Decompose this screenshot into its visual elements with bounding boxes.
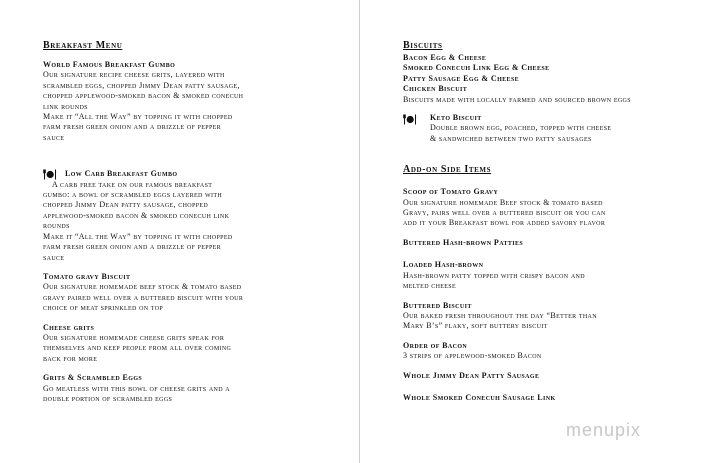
plate-cutlery-icon [43, 169, 57, 180]
biscuit-item: Chicken Biscuit [403, 84, 468, 94]
addon-item [403, 187, 703, 229]
item-name: Scoop of Tomato Gravy [403, 187, 499, 197]
item-description: Our signature homemade beef stock & tomato based gravy paired well over a buttered biscuit with your choice of meat sprinkled on top [43, 282, 244, 313]
biscuit-item: Patty Sausage Egg & Cheese [403, 73, 520, 83]
item-description: Our baked fresh throughout the day “Better than Mary B’s” flaky, soft buttery biscuit [403, 310, 597, 331]
item-description: Go meatless with this bowl of cheese grits and a double portion of scrambled eggs [43, 383, 230, 403]
addon-item [403, 238, 703, 248]
breakfast-menu-column [43, 40, 343, 413]
menu-item [43, 272, 343, 314]
breakfast-menu-title: Breakfast Menu [43, 40, 123, 51]
item-description: Double brown egg, poached, topped with cheese & sandwiched between two patty sausages [430, 123, 612, 143]
biscuits-note: Biscuits made with locally farmed and sourced brown eggs [403, 94, 631, 104]
plate-cutlery-icon [403, 114, 417, 125]
addon-item [403, 341, 703, 362]
item-name: Tomato gravy Biscuit [43, 271, 131, 281]
item-name: Cheese grits [43, 322, 95, 332]
menu-item [43, 373, 343, 404]
item-name: Whole Jimmy Dean Patty Sausage [403, 370, 540, 380]
item-name: Loaded Hash-brown [403, 260, 484, 270]
item-name: Keto Biscuit [430, 113, 482, 123]
page-divider [359, 0, 360, 463]
addon-title: Add-on Side Items [403, 164, 492, 176]
addon-item [403, 260, 703, 291]
item-description: Hash-brown patty topped with crispy bacon and melted cheese [403, 270, 585, 291]
menu-item [43, 169, 343, 263]
item-description: A carb free take on our famous breakfast gumbo: a bowl of scrambled eggs layered with chopped Jimmy Dean patty sausage, chopped applewood-smoked bacon & smoked conecuh link rounds Make it “All the Way” by topping it with chopped farm fresh green onion and a drizzle of pepper sauce [43, 179, 233, 262]
addon-item [403, 301, 703, 332]
menupix-watermark: menupix [566, 420, 642, 440]
item-name: Order of Bacon [403, 340, 468, 350]
item-name: Whole Smoked Conecuh Sausage Link [403, 392, 556, 402]
biscuits-addons-column [403, 40, 703, 412]
keto-biscuit-item [403, 113, 703, 144]
menu-item [43, 60, 343, 143]
item-description: Our signature homemade cheese grits speak for themselves and keep people from all over coming back for more [43, 332, 232, 363]
addon-item [403, 393, 703, 403]
item-description: Our signature homemade Beef stock & tomato based Gravy, pairs well over a buttered biscuit or you can add it your Breakfast bowl for added savory flavor [403, 197, 606, 228]
addon-item [403, 371, 703, 381]
biscuits-title: Biscuits [403, 40, 443, 51]
item-description: 3 strips of applewood-smoked Bacon [403, 351, 542, 361]
item-description: Our signature recipe cheese grits, layered with scrambled eggs, chopped Jimmy Dean patty sausage, chopped applewood-smoked bacon & smoked conecuh link rounds Make it “All the Way” by topping it with chopped farm fresh green onion and a drizzle of pepper sauce [43, 70, 244, 142]
item-name: Buttered Hash-brown Patties [403, 237, 524, 247]
biscuit-item: Bacon Egg & Cheese [403, 53, 487, 62]
item-name: Buttered Biscuit [403, 300, 472, 310]
item-name: World Famous Breakfast Gumbo [43, 60, 176, 69]
item-name: Grits & Scrambled Eggs [43, 373, 143, 383]
item-name: Low Carb Breakfast Gumbo [65, 169, 178, 179]
menu-item [43, 323, 343, 365]
biscuit-item: Smoked Conecuh Link Egg & Cheese [403, 63, 550, 73]
